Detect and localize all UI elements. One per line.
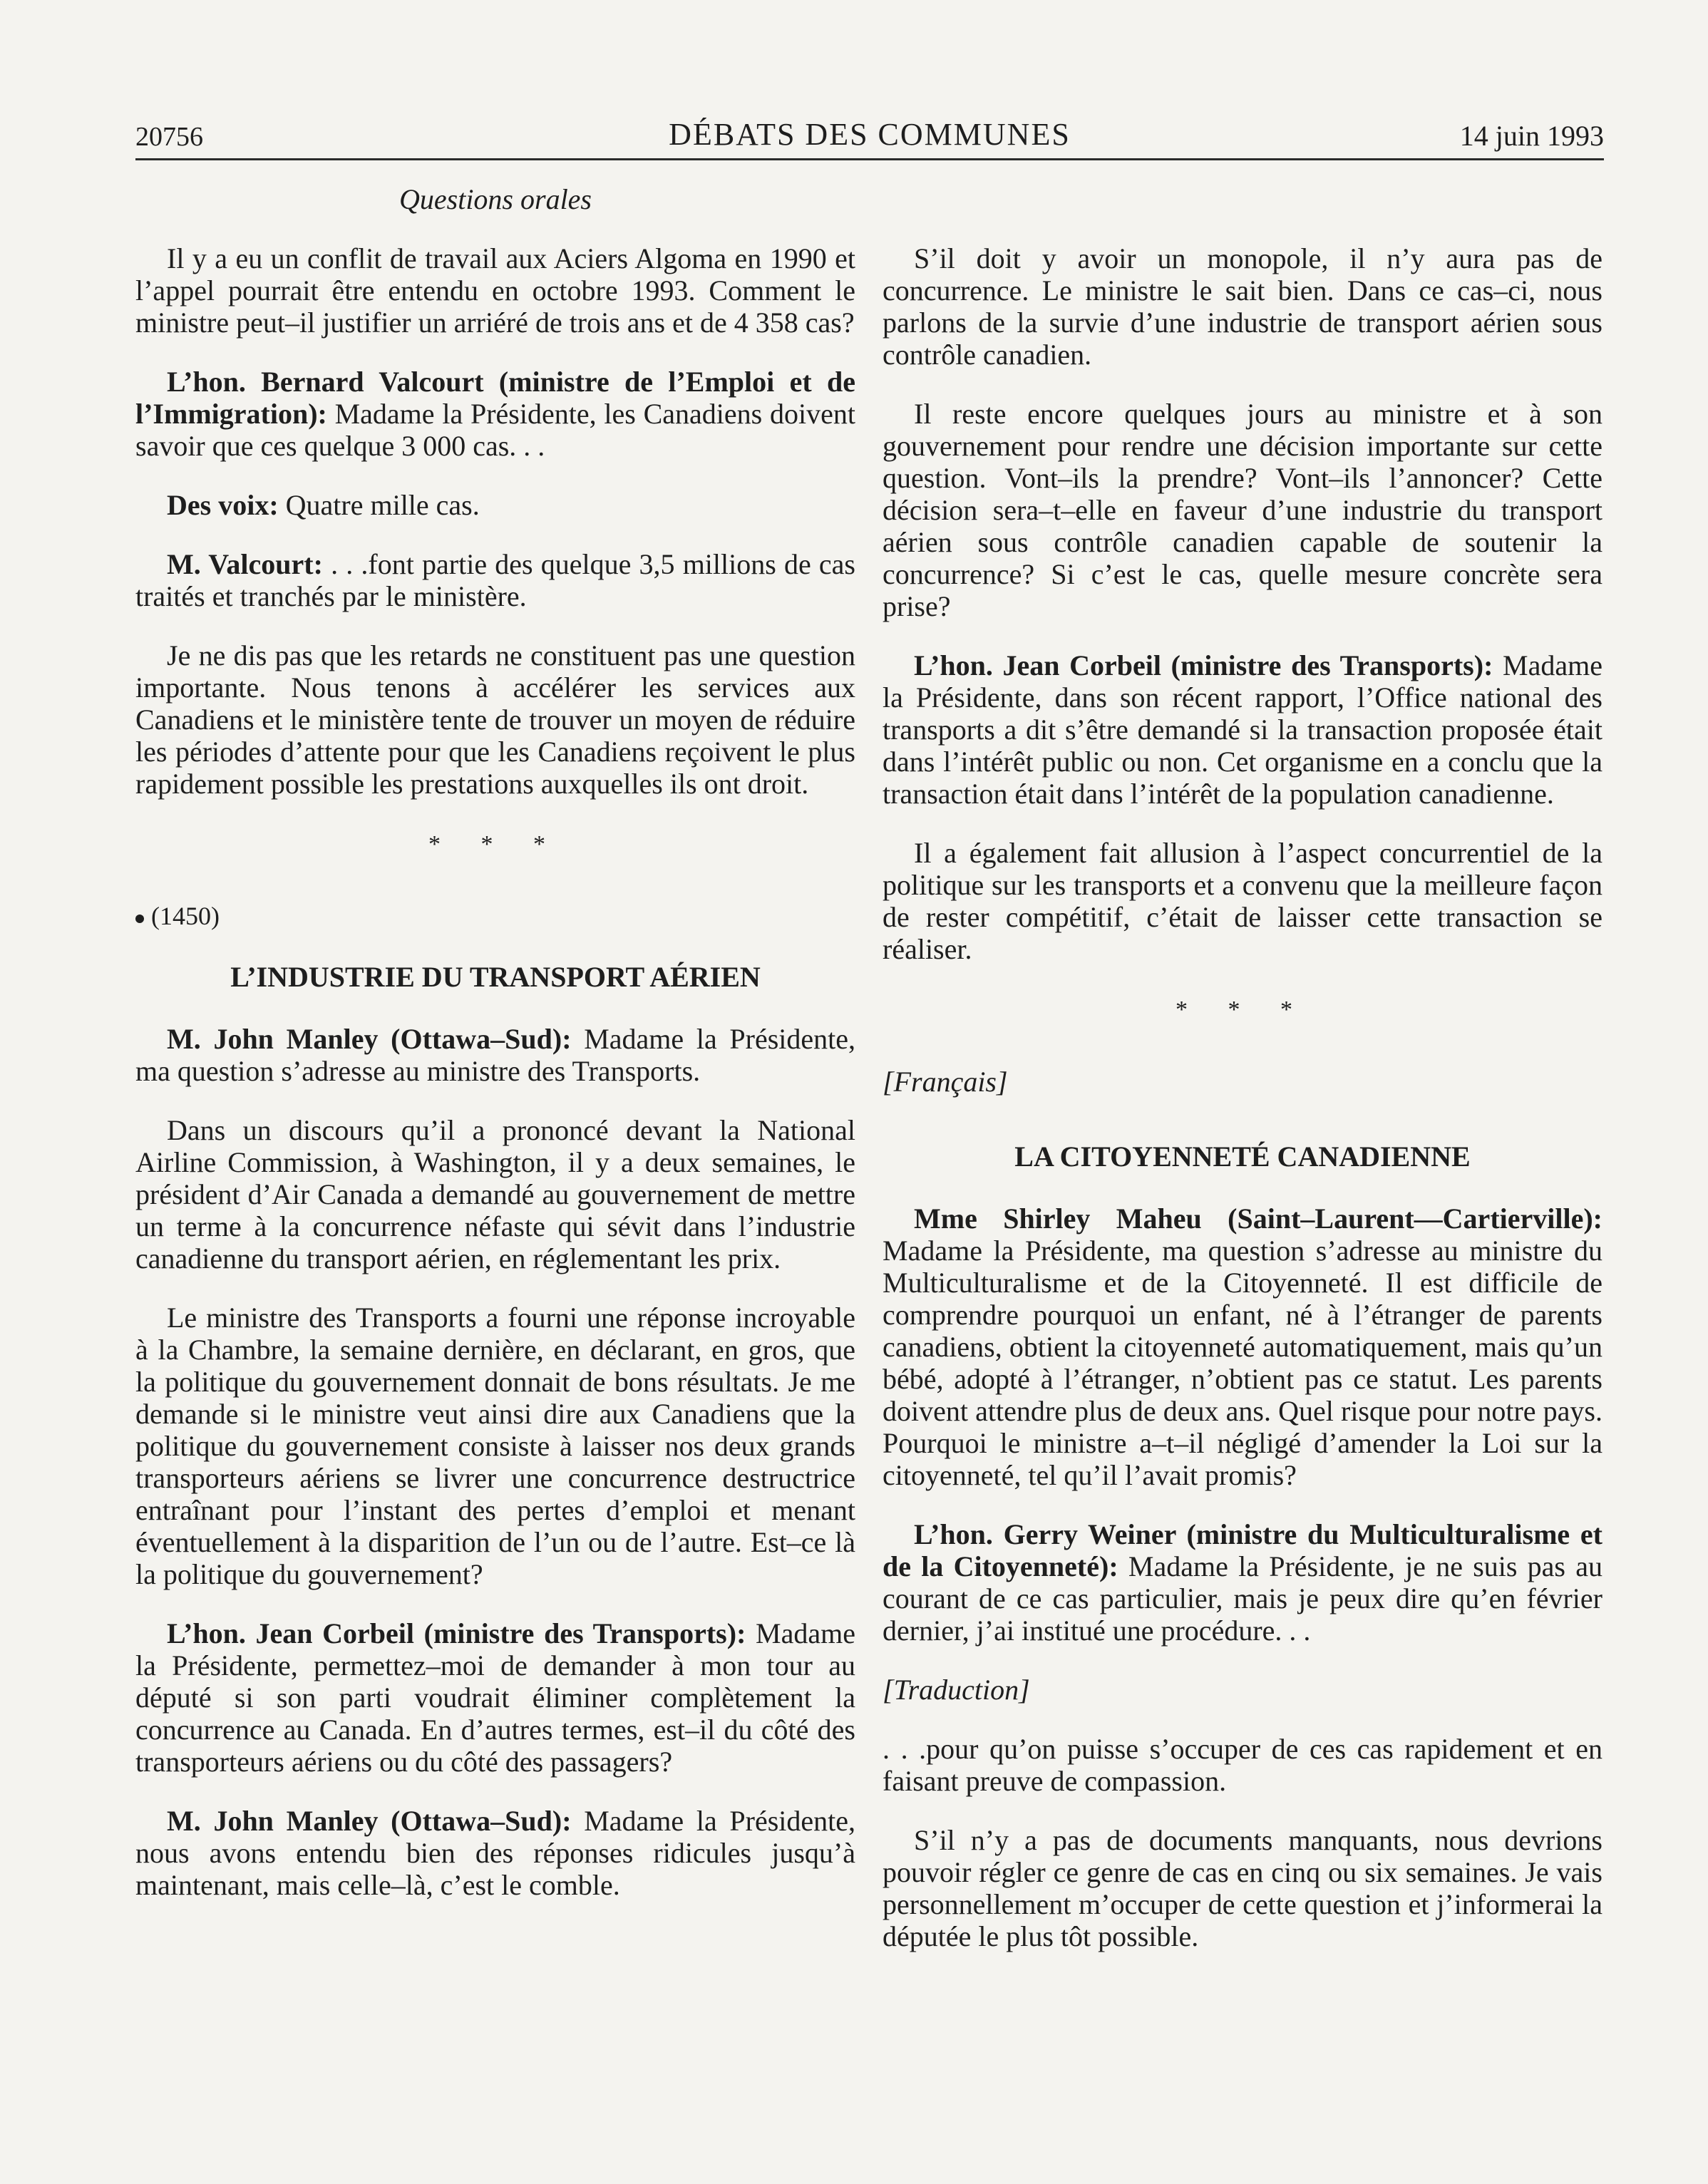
paragraph: . . .pour qu’on puisse s’occuper de ces cas rapidement et en faisant preuve de compassion. xyxy=(883,1733,1602,1797)
speech-text: Madame la Présidente, nous avons entendu bien des réponses ridicules jusqu’à maintenant, mais celle–là, c’est le comble. xyxy=(135,1805,855,1901)
speech xyxy=(135,489,855,521)
language-marker: [Français] xyxy=(883,1066,1008,1098)
section-separator: * * * xyxy=(1175,996,1310,1023)
speech-text: Madame la Présidente, ma question s’adresse au ministre du Multiculturalisme et de la Citoyenneté. Il est difficile de comprendre pourquoi un enfant, né à l’étranger de parents canadiens, obtient la citoyenneté automatiquement, mais qu’un bébé, adopté à l’étranger, n’obtient pas ce statut. Les parents doivent attendre plus de deux ans. Quel risque pour notre pays. Pourquoi le ministre a–t–il négligé d’amender la Loi sur la citoyenneté, tel qu’il l’avait promis? xyxy=(883,1235,1602,1491)
speech-text: Madame la Présidente, je ne suis pas au courant de ce cas particulier, mais je peux dire qu’en février dernier, j’ai institué une procédure. . . xyxy=(883,1550,1603,1647)
speaker-name: Mme Shirley Maheu (Saint–Laurent—Cartierville): xyxy=(914,1202,1602,1235)
speaker-name: M. Valcourt: xyxy=(167,548,323,580)
speech-text: Madame la Présidente, ma question s’adresse au ministre des Transports. xyxy=(135,1023,855,1087)
speaker-name: M. John Manley (Ottawa–Sud): xyxy=(167,1805,572,1837)
section-heading: L’INDUSTRIE DU TRANSPORT AÉRIEN xyxy=(230,961,761,993)
speech-text: Quatre mille cas. xyxy=(278,489,480,521)
speaker-name: M. John Manley (Ottawa–Sud): xyxy=(167,1023,572,1055)
speaker-name: L’hon. Jean Corbeil (ministre des Transports): xyxy=(914,649,1493,681)
section-label: Questions orales xyxy=(399,183,592,215)
speech-text: Madame la Présidente, les Canadiens doivent savoir que ces quelque 3 000 cas. . . xyxy=(135,398,855,462)
speech xyxy=(883,1202,1602,1491)
time-marker: (1450) xyxy=(135,900,855,932)
speaker-name: L’hon. Gerry Weiner (ministre du Multiculturalisme et de la Citoyenneté): xyxy=(883,1518,1602,1582)
paragraph: Dans un discours qu’il a prononcé devant la National Airline Commission, à Washington, il y a deux semaines, le président d’Air Canada a demandé au gouvernement de mettre un terme à la concurrence néfaste qui sévit dans l’industrie canadienne du transport aérien, en réglementant les prix. xyxy=(135,1114,855,1274)
speech xyxy=(135,548,855,612)
speech xyxy=(135,1023,855,1087)
speaker-name: L’hon. Jean Corbeil (ministre des Transports): xyxy=(167,1617,746,1649)
speech xyxy=(883,1518,1602,1647)
speech-text: Madame la Présidente, dans son récent rapport, l’Office national des transports a dit s’être demandé si la transaction proposée était dans l’intérêt public ou non. Cet organisme en a conclu que la transaction était dans l’intérêt de la population canadienne. xyxy=(883,649,1602,810)
right-column xyxy=(883,242,1602,1979)
speech-text: . . .font partie des quelque 3,5 millions de cas traités et tranchés par le ministère. xyxy=(135,548,855,612)
speech xyxy=(883,649,1602,810)
speech xyxy=(135,366,855,462)
paragraph: Je ne dis pas que les retards ne constituent pas une question importante. Nous tenons à accélérer les services aux Canadiens et le ministère tente de trouver un moyen de réduire les périodes d’attente pour que les Canadiens reçoivent le plus rapidement possible les prestations auxquelles ils ont droit. xyxy=(135,639,855,800)
paragraph: S’il doit y avoir un monopole, il n’y aura pas de concurrence. Le ministre le sait bien. Dans ce cas–ci, nous parlons de la survie d’une industrie de transport aérien sous contrôle canadien. xyxy=(883,242,1602,371)
publication-title: DÉBATS DES COMMUNES xyxy=(669,117,1071,152)
paragraph: S’il n’y a pas de documents manquants, nous devrions pouvoir régler ce genre de cas en cinq ou six semaines. Je vais personnellement m’occuper de cette question et j’informerai la députée le plus tôt possible. xyxy=(883,1824,1602,1952)
paragraph: Il a également fait allusion à l’aspect concurrentiel de la politique sur les transports et a convenu que la meilleure façon de rester compétitif, c’était de laisser cette transaction se réaliser. xyxy=(883,837,1602,965)
paragraph: Il reste encore quelques jours au ministre et à son gouvernement pour rendre une décision importante sur cette question. Vont–ils la prendre? Vont–ils l’annoncer? Cette décision sera–t–elle en faveur d’une industrie du transport aérien sous contrôle canadien capable de soutenir la concurrence? Si c’est le cas, quelle mesure concrète sera prise? xyxy=(883,398,1602,622)
paragraph: Le ministre des Transports a fourni une réponse incroyable à la Chambre, la semaine dernière, en déclarant, en gros, que la politique du gouvernement donnait de bons résultats. Je me demande si le ministre veut ainsi dire aux Canadiens que la politique du gouvernement consiste à laisser nos deux grands transporteurs aériens se livrer une concurrence destructrice entraînant pour l’instant des pertes d’emploi et menant éventuellement à la disparition de l’un ou de l’autre. Est–ce là la politique du gouvernement? xyxy=(135,1302,855,1590)
paragraph: Il y a eu un conflit de travail aux Aciers Algoma en 1990 et l’appel pourrait être entendu en octobre 1993. Comment le ministre peut–il justifier un arriéré de trois ans et de 4 358 cas? xyxy=(135,242,855,339)
speaker-name: Des voix: xyxy=(167,489,279,521)
speech-text: Madame la Présidente, permettez–moi de demander à mon tour au député si son parti voudrait éliminer complètement la concurrence au Canada. En d’autres termes, est–il du côté des transporteurs aériens ou du côté des passagers? xyxy=(135,1617,855,1778)
section-heading: LA CITOYENNETÉ CANADIENNE xyxy=(1014,1140,1471,1173)
bullet-icon xyxy=(135,915,144,923)
speaker-name: L’hon. Bernard Valcourt (ministre de l’Emploi et de l’Immigration): xyxy=(135,366,855,430)
speech xyxy=(135,1805,855,1901)
speech xyxy=(135,1617,855,1778)
page-header xyxy=(135,107,1604,160)
section-separator: * * * xyxy=(428,831,562,857)
publication-date: 14 juin 1993 xyxy=(1459,120,1604,152)
language-marker: [Traduction] xyxy=(883,1674,1030,1706)
page-number: 20756 xyxy=(135,122,203,152)
left-column xyxy=(135,242,855,1928)
